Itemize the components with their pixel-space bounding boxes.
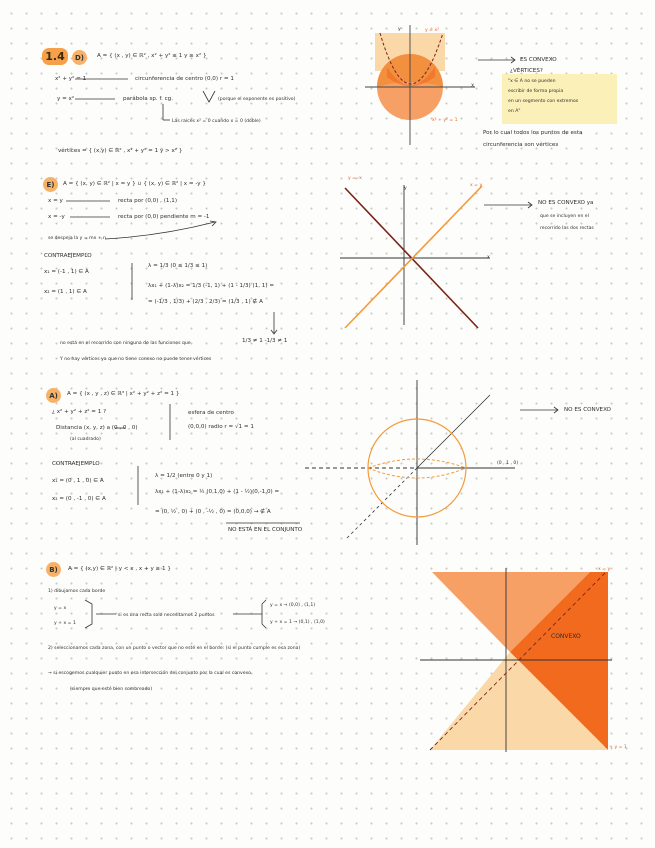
points-line-2: y + x = 1 → (0,1) , (1,0) <box>270 620 325 625</box>
section-a-contraejemplo: CONTRAEJEMPLO <box>52 461 100 467</box>
distance-description: Distancia (x, y, z) a (0 , 0 , 0) <box>56 425 138 431</box>
section-e-x2: x₂ = (1 , 1) ∈ A <box>44 289 87 295</box>
section-b-step-2: 2) seleccionamos cada zona, con un punto o vector que no esté en el borde: (si el punto cumple es esa zona) <box>48 646 301 651</box>
parabola-equation: y = x² <box>57 96 75 102</box>
section-e-x1: x₁ = (-1 , 1) ∈ A <box>44 269 89 275</box>
slope-form-note: se despeja la y = mx + n <box>48 236 107 241</box>
circle-equation: x² + y² = 1 <box>55 76 87 82</box>
graph-d-parabola-label: y = x² <box>425 28 440 33</box>
answer-e-line-3: recorrido las dos rectas <box>540 226 594 231</box>
circle-description: circunferencia de centro (0,0) r = 1 <box>135 76 234 82</box>
section-b-step-3: → si escogemos cualquier punto en esa intersección del conjunto por la cual es convexo <box>48 671 251 676</box>
answer-a-text: NO ES CONVEXO <box>564 407 611 413</box>
section-b-step-1: 1) dibujamos cada borde <box>48 589 106 594</box>
line-xnegy-description: recta por (0,0) pendiente m = -1 <box>118 214 210 220</box>
graph-d-y-label: y <box>398 27 401 32</box>
section-e-remark-2: Y no hay vértices ya que no tiene conexo no puede tener vértices <box>60 357 212 362</box>
section-b-step-4: (siempre que esté bien sombreado) <box>70 687 153 692</box>
section-b-definition: A = { (x,y) ∈ ℝ² | y < x , x + y ≥ 1 } <box>68 566 171 572</box>
section-a-marker: A) <box>46 388 61 403</box>
section-e-contraejemplo: CONTRAEJEMPLO <box>44 253 92 259</box>
line-xnegy-equation: x = -y <box>48 214 65 220</box>
graph-b-region-label: CONVEXO <box>551 633 581 640</box>
note-line-2: escribir de forma propia <box>508 89 564 94</box>
border-eq-1: y = x <box>54 606 67 611</box>
graph-e-line-label: x = y <box>470 183 483 188</box>
answer-d-vertices-question: ¿VÉRTICES? <box>510 68 543 74</box>
section-e-calc-3: 1/3 ≠ 1 -1/3 ≠ 1 <box>242 338 288 344</box>
graph-b-sum-label: x + y = 1 <box>605 745 627 750</box>
section-e-lambda: λ = 1/3 (0 ≤ 1/3 ≤ 1) <box>148 263 208 269</box>
graph-a-point-label: (0 , 1 , 0) <box>497 461 519 466</box>
section-a-calc-1: λx₁ + (1-λ)x₂ = ½ (0,1,0) + (1 - ½)(0,-1,0) = <box>155 489 280 495</box>
distance-note: (al cuadrado) <box>70 437 101 442</box>
section-a-definition: A = { (x , y , z) ∈ ℝ³ | x² + y² + z² = 1 } <box>67 391 180 397</box>
border-eq-2: y + x = 1 <box>54 621 76 626</box>
graph-d-x-label: X <box>471 84 475 89</box>
graph-d-circle-label: x² + y² = 1 <box>432 118 458 123</box>
points-line-1: y = x → (0,0) , (1,1) <box>270 603 316 608</box>
section-d-marker: D) <box>72 50 87 65</box>
graph-e-x-label: x <box>487 255 490 260</box>
sphere-radius: (0,0,0) radio r = √1 = 1 <box>188 424 254 430</box>
section-a-conclusion: NO ESTÁ EN EL CONJUNTO <box>228 527 303 533</box>
section-a-lambda: λ = 1/2 (entre 0 y 1) <box>155 473 213 479</box>
section-a-x1: x₁ = (0 , 1 , 0) ∈ A <box>52 478 104 484</box>
graph-e-y-label: y <box>404 186 407 191</box>
answer-d-convex: ES CONVEXO <box>520 57 557 63</box>
sphere-description: esfera de centro <box>188 410 234 416</box>
section-e-definition: A = { (x, y) ∈ ℝ² | x = y } ∪ { (x, y) ∈ ℝ² | x = -y } <box>63 181 206 187</box>
note-line-4: en A" <box>508 109 521 114</box>
line-xy-description: recta por (0,0) , (1,1) <box>118 198 177 204</box>
answer-d-line-3: Por lo cual todos los puntos de esta <box>483 130 583 136</box>
section-e-remark-1: no está en el recorrido con ninguna de las funciones que <box>60 341 191 346</box>
graph-e-negline-label: y = -x <box>348 176 362 181</box>
section-a-calc-2: = (0, ½ , 0) + (0 , -½ , 0) = (0,0,0) → ∉ A <box>155 509 271 515</box>
section-d-definition: A = { (x , y) ∈ ℝ² , x² + y² ≤ 1 y ≥ x² } <box>97 53 207 59</box>
section-e-marker: E) <box>43 177 58 192</box>
answer-e-line-1: NO ES CONVEXO ya <box>538 200 594 206</box>
section-b-marker: B) <box>46 562 61 577</box>
section-e-calc-1: λx₁ + (1-λ)x₂ = 1/3 (-1, 1) + (1 - 1/3) (1, 1) = <box>148 283 275 289</box>
sphere-equation: ¿ x² + y² + z² = 1 ? <box>52 409 107 415</box>
note-line-3: en un segmento con extremos <box>508 99 579 104</box>
exercise-number-badge: 1.4 <box>42 48 68 65</box>
parabola-roots: Las raíces x² = 0 cuando x = 0 (doble) <box>172 119 261 124</box>
answer-d-line-4: circunferencia son vértices <box>483 142 559 148</box>
line-xy-equation: x = y <box>48 198 63 204</box>
parabola-description: parábola sp. f. cg. <box>123 96 173 102</box>
section-a-x2: x₂ = (0 , -1 , 0) ∈ A <box>52 496 106 502</box>
note-line-1: "x ∈ A no se pueden <box>508 79 556 84</box>
section-e-calc-2: = (-1/3 , 1/3) + (2/3 , 2/3) = (1/3 , 1) ∉ A <box>148 299 263 305</box>
two-points-note: si es una recta solo necesitamos 2 puntos <box>118 613 215 618</box>
graph-b-xy-label: x = y <box>598 567 611 572</box>
section-b-graph <box>420 560 620 760</box>
parabola-reason: (porque el exponente es positivo) <box>218 97 296 102</box>
answer-e-line-2: que se incluyen en el <box>540 214 589 219</box>
vertices-set: vértices = { (x,y) ∈ ℝ² , x² + y² = 1 y > x² } <box>58 148 183 154</box>
